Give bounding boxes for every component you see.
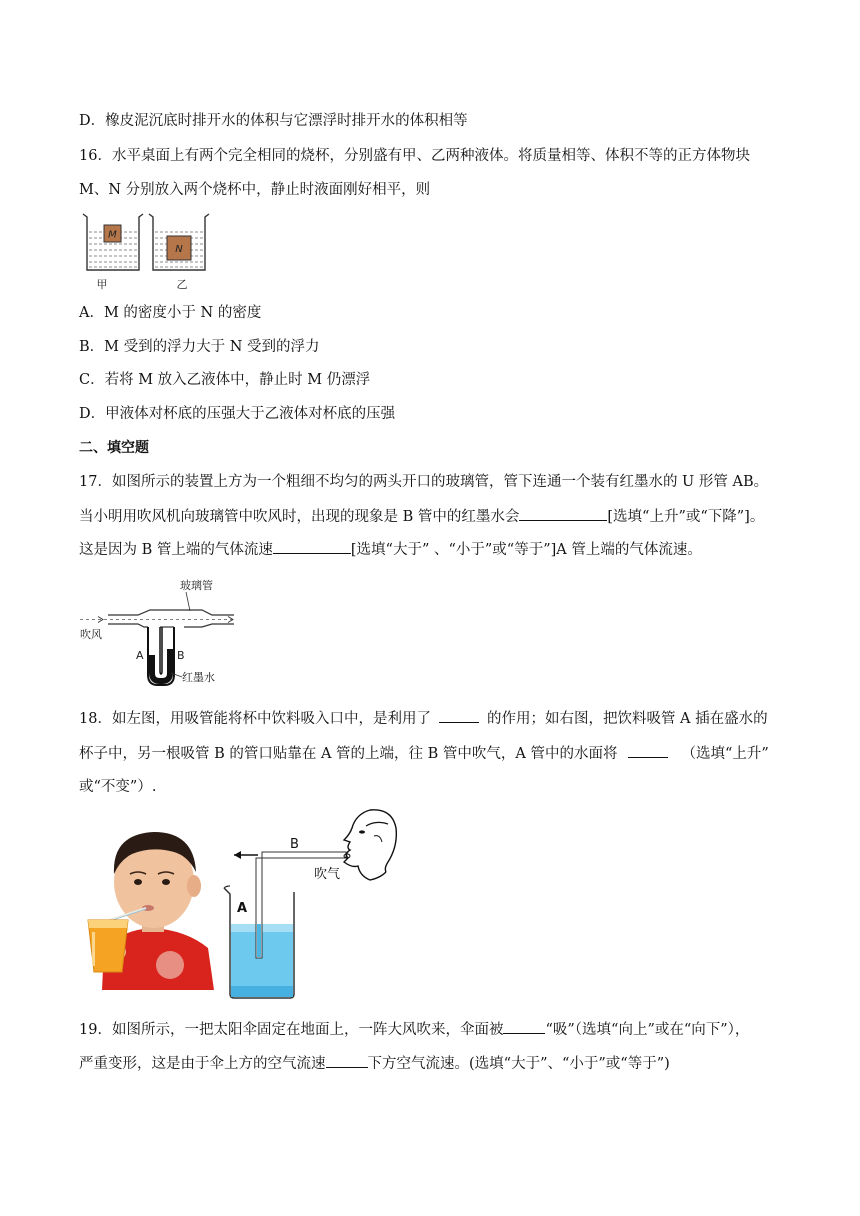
tube-a-label: A bbox=[237, 901, 248, 916]
beaker-jia-label: 甲 bbox=[96, 278, 108, 291]
block-n-label: N bbox=[175, 244, 183, 255]
q19-stem-line1: 19．如图所示，一把太阳伞固定在地面上，一阵大风吹来，伞面被 “吸”（选填“向上”或在“向下”）， bbox=[79, 1019, 749, 1040]
tube-a-label: A bbox=[136, 649, 144, 662]
q18-stem-line2: 杯子中，另一根吸管 B 的管口贴靠在 A 管的上端，往 B 管中吹气，A 管中的水面将 （选填“上升” bbox=[79, 743, 769, 764]
q16-stem-line1: 16．水平桌面上有两个完全相同的烧杯，分别盛有甲、乙两种液体。将质量相等、体积不等的正方体物块 bbox=[79, 148, 750, 164]
beaker-yi-label: 乙 bbox=[176, 278, 188, 291]
blow-label: 吹气 bbox=[314, 867, 341, 882]
q19-blank-2[interactable] bbox=[326, 1053, 368, 1068]
q18-stem-line1: 18．如左图，用吸管能将杯中饮料吸入口中，是利用了 的作用；如右图，把饮料吸管 A 插在盛水的 bbox=[79, 708, 768, 729]
beaker-jia bbox=[83, 214, 143, 270]
beaker-yi bbox=[149, 214, 209, 270]
section-title: 二、填空题 bbox=[79, 440, 149, 456]
blow-label: 吹风 bbox=[80, 628, 102, 641]
block-m-label: M bbox=[108, 229, 117, 241]
glass-tube-label: 玻璃管 bbox=[180, 579, 213, 592]
q16-option-b: B．M 受到的浮力大于 N 受到的浮力 bbox=[79, 339, 320, 355]
q17-stem-line3: 这是因为 B 管上端的气体流速 [选填“大于” 、“小于”或“等于”]A 管上端的气体流速。 bbox=[79, 539, 702, 560]
red-ink-label: 红墨水 bbox=[182, 671, 215, 684]
q18-blank-2[interactable] bbox=[628, 743, 668, 758]
q16-stem-line2: M、N 分别放入两个烧杯中，静止时液面刚好相平，则 bbox=[79, 182, 431, 198]
q19-stem-line2: 严重变形，这是由于伞上方的空气流速 下方空气流速。(选填“大于”、“小于”或“等于”) bbox=[79, 1053, 670, 1074]
q15-option-d: D．橡皮泥沉底时排开水的体积与它漂浮时排开水的体积相等 bbox=[79, 113, 468, 129]
q16-beaker-figure bbox=[80, 210, 212, 294]
q17-utube-figure bbox=[78, 577, 238, 689]
q17-stem-line1: 17．如图所示的装置上方为一个粗细不均匀的两头开口的玻璃管，管下连通一个装有红墨水的 U 形管 AB。 bbox=[79, 474, 769, 490]
q17-blank-2[interactable] bbox=[273, 539, 351, 554]
q18-stem-line3: 或“不变”）. bbox=[79, 779, 157, 795]
q18-blank-1[interactable] bbox=[439, 708, 479, 723]
q16-option-d: D．甲液体对杯底的压强大于乙液体对杯底的压强 bbox=[79, 406, 396, 422]
tube-b-label: B bbox=[290, 837, 299, 852]
q16-option-c: C．若将 M 放入乙液体中，静止时 M 仍漂浮 bbox=[79, 372, 371, 388]
q18-child-drinking-image bbox=[82, 820, 224, 990]
q16-option-a: A．M 的密度小于 N 的密度 bbox=[79, 305, 262, 321]
tube-b-label: B bbox=[177, 649, 185, 662]
q17-stem-line2: 当小明用吹风机向玻璃管中吹风时，出现的现象是 B 管中的红墨水会 [选填“上升”或“下降”]。 bbox=[79, 506, 764, 527]
q19-blank-1[interactable] bbox=[503, 1019, 545, 1034]
q17-blank-1[interactable] bbox=[519, 506, 607, 521]
q18-blowing-straw-figure bbox=[220, 806, 400, 1000]
